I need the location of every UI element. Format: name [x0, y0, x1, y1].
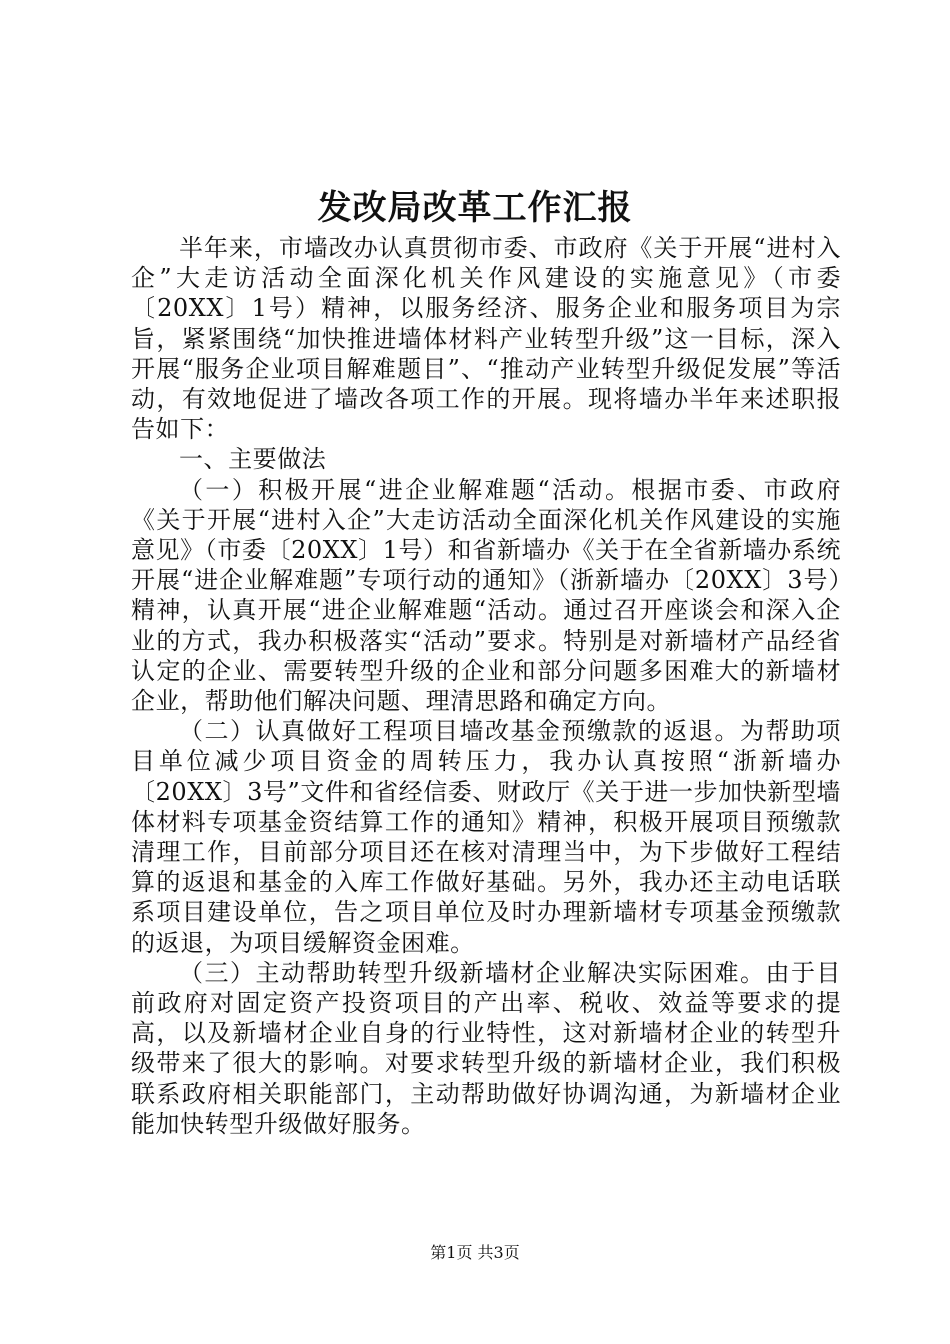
paragraph-item-2: （二）认真做好工程项目墙改基金预缴款的返退。为帮助项目单位减少项目资金的周转压力，我办认真按照“浙新墙办〔20XX〕3号”文件和省经信委、财政厅《关于进一步加快新型墙体材料专项基金资结算工作的通知》精神，积极开展项目预缴款清理工作，目前部分项目还在核对清理当中，为下步做好工程结算的返退和基金的入库工作做好基础。另外，我办还主动电话联系项目建设单位，告之项目单位及时办理新墙材专项基金预缴款的返退，为项目缓解资金困难。 [131, 717, 841, 957]
document-title: 发改局改革工作汇报 [317, 188, 633, 228]
page-footer: 第1页 共3页 [430, 1243, 520, 1262]
document-body [131, 233, 841, 1139]
paragraph-item-1: （一）积极开展“进企业解难题“活动。根据市委、市政府《关于开展“进村入企”大走访活动全面深化机关作风建设的实施意见》（市委〔20XX〕1号）和省新墙办《关于在全省新墙办系统开展“进企业解难题”专项行动的通知》（浙新墙办〔20XX〕3号）精神，认真开展“进企业解难题“活动。通过召开座谈会和深入企业的方式，我办积极落实“活动”要求。特别是对新墙材产品经省认定的企业、需要转型升级的企业和部分问题多困难大的新墙材企业，帮助他们解决问题、理清思路和确定方向。 [131, 475, 841, 716]
paragraph-intro: 半年来，市墙改办认真贯彻市委、市政府《关于开展“进村入企”大走访活动全面深化机关作风建设的实施意见》（市委〔20XX〕1号）精神，以服务经济、服务企业和服务项目为宗旨，紧紧围绕“加快推进墙体材料产业转型升级”这一目标，深入开展“服务企业项目解难题目”、“推动产业转型升级促发展”等活动，有效地促进了墙改各项工作的开展。现将墙办半年来述职报告如下： [131, 234, 841, 444]
section-heading: 一、主要做法 [179, 445, 327, 474]
paragraph-item-3: （三）主动帮助转型升级新墙材企业解决实际困难。由于目前政府对固定资产投资项目的产出率、税收、效益等要求的提高，以及新墙材企业自身的行业特性，这对新墙材企业的转型升级带来了很大的影响。对要求转型升级的新墙材企业，我们积极联系政府相关职能部门，主动帮助做好协调沟通，为新墙材企业能加快转型升级做好服务。 [131, 958, 841, 1138]
